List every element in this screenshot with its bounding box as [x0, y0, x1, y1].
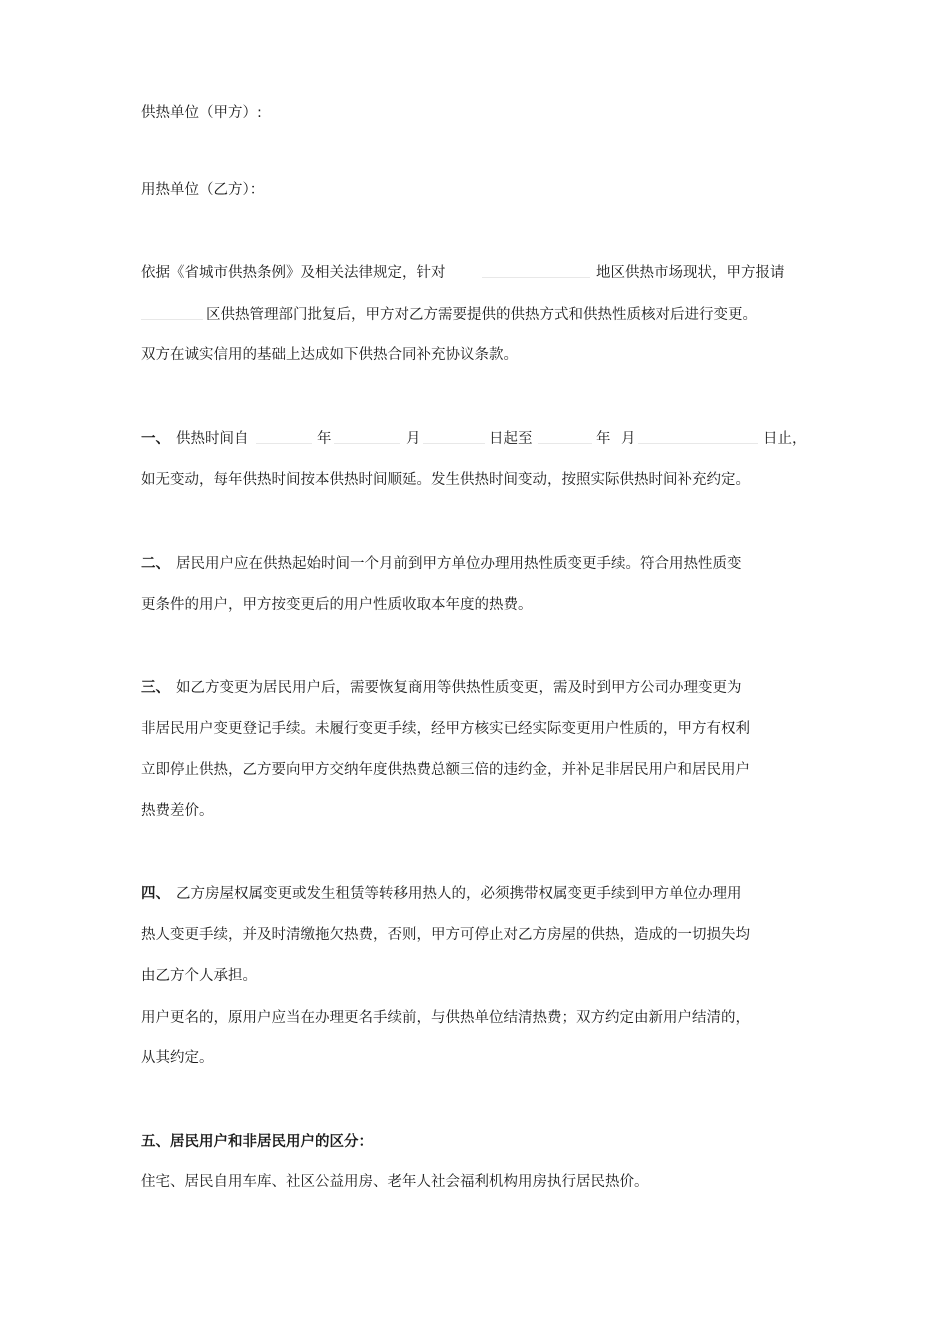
clause4-line5: 从其约定。	[141, 1050, 214, 1066]
clause4-number: 四、	[141, 886, 170, 902]
intro-part1: 依据《省城市供热条例》及相关法律规定，针对	[141, 265, 446, 281]
clause1-line2: 如无变动，每年供热时间按本供热时间顺延。发生供热时间变动，按照实际供热时间补充约定。	[141, 472, 750, 488]
clause4-line2: 热人变更手续，并及时清缴拖欠热费，否则，甲方可停止对乙方房屋的供热，造成的一切损失均	[141, 927, 750, 943]
clause3-line2: 非居民用户变更登记手续。未履行变更手续，经甲方核实已经实际变更用户性质的，甲方有权利	[141, 721, 750, 737]
end-day-blank	[638, 429, 758, 444]
user-label: 用热单位（乙方）：	[141, 182, 265, 198]
district-blank	[141, 305, 203, 320]
clause1-year1: 年	[317, 431, 332, 447]
clause1-number: 一、	[141, 431, 170, 447]
clause3-number: 三、	[141, 680, 170, 696]
supplier-label: 供热单位（甲方）:	[141, 105, 262, 121]
clause1-day2: 日止，	[763, 431, 807, 447]
clause3-line1: 如乙方变更为居民用户后，需要恢复商用等供热性质变更，需及时到甲方公司办理变更为	[176, 680, 742, 696]
clause5-line1: 住宅、居民自用车库、社区公益用房、老年人社会福利机构用房执行居民热价。	[141, 1174, 649, 1190]
clause4-line4: 用户更名的，原用户应当在办理更名手续前，与供热单位结清热费；双方约定由新用户结清的，	[141, 1010, 750, 1026]
intro-part2: 地区供热市场现状，甲方报请	[596, 265, 785, 281]
clause4-line1: 乙方房屋权属变更或发生租赁等转移用热人的，必须携带权属变更手续到甲方单位办理用	[176, 886, 742, 902]
clause1-year2: 年	[596, 431, 611, 447]
clause2-number: 二、	[141, 556, 170, 572]
clause1-day1: 日起至	[489, 431, 533, 447]
start-day-blank	[423, 429, 485, 444]
region-blank	[482, 263, 590, 278]
intro-part3: 区供热管理部门批复后，甲方对乙方需要提供的供热方式和供热性质核对后进行变更。	[206, 307, 757, 323]
start-year-blank	[256, 429, 312, 444]
clause4-line3: 由乙方个人承担。	[141, 968, 257, 984]
clause1-month1: 月	[406, 431, 421, 447]
end-year-blank	[538, 429, 592, 444]
clause5-title: 五、居民用户和非居民用户的区分：	[141, 1134, 373, 1150]
clause1-start: 供热时间自	[176, 431, 249, 447]
start-month-blank	[334, 429, 400, 444]
clause3-line3: 立即停止供热，乙方要向甲方交纳年度供热费总额三倍的违约金，并补足非居民用户和居民用户	[141, 762, 750, 778]
clause3-line4: 热费差价。	[141, 803, 214, 819]
clause1-month2: 月	[621, 431, 636, 447]
intro-line3: 双方在诚实信用的基础上达成如下供热合同补充协议条款。	[141, 347, 518, 363]
clause2-line1: 居民用户应在供热起始时间一个月前到甲方单位办理用热性质变更手续。符合用热性质变	[176, 556, 742, 572]
clause2-line2: 更条件的用户，甲方按变更后的用户性质收取本年度的热费。	[141, 597, 533, 613]
